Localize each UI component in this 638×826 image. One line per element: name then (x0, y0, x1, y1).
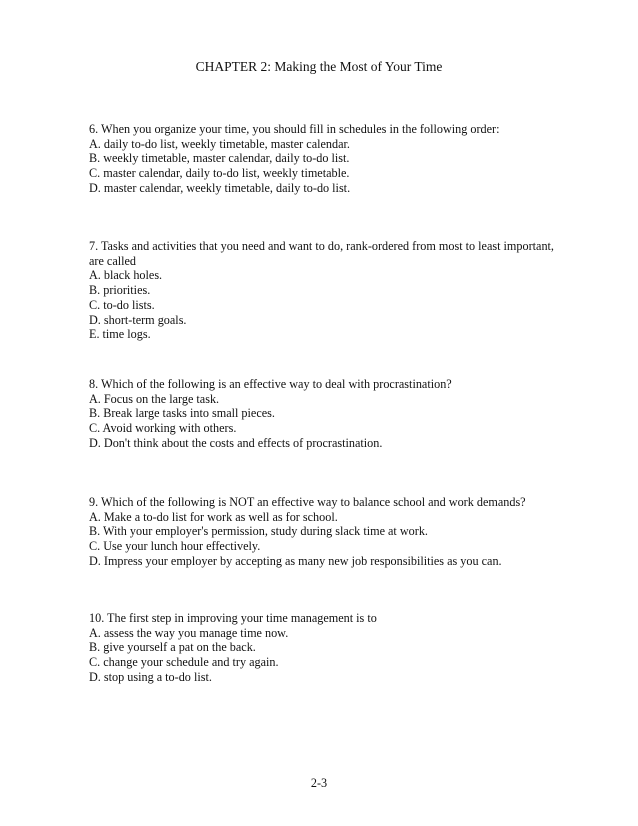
answer-option-d: D. Don't think about the costs and effects of procrastination. (89, 435, 383, 450)
question-8 (89, 377, 559, 451)
answer-option-e: E. time logs. (89, 327, 151, 342)
answer-option-d: D. stop using a to-do list. (89, 669, 212, 684)
question-7 (89, 239, 559, 342)
answer-option-d: D. short-term goals. (89, 312, 187, 327)
answer-option-b: B. priorities. (89, 283, 151, 298)
answer-option-c: C. Avoid working with others. (89, 421, 237, 436)
answer-option-d: D. Impress your employer by accepting as many new job responsibilities as you can. (89, 553, 502, 568)
answer-option-d: D. master calendar, weekly timetable, daily to-do list. (89, 180, 351, 195)
question-6 (89, 122, 559, 196)
answer-option-c: C. change your schedule and try again. (89, 655, 279, 670)
answer-option-a: A. Make a to-do list for work as well as for school. (89, 509, 338, 524)
answer-option-c: C. master calendar, daily to-do list, weekly timetable. (89, 166, 350, 181)
question-stem: 8. Which of the following is an effective way to deal with procrastination? (89, 377, 452, 391)
question-9 (89, 495, 559, 569)
answer-option-a: A. assess the way you manage time now. (89, 625, 289, 640)
answer-option-b: B. Break large tasks into small pieces. (89, 406, 275, 421)
page-number: 2-3 (310, 776, 328, 790)
answer-option-b: B. weekly timetable, master calendar, daily to-do list. (89, 151, 350, 166)
answer-option-b: B. give yourself a pat on the back. (89, 640, 256, 655)
answer-option-b: B. With your employer's permission, study during slack time at work. (89, 524, 428, 539)
answer-option-c: C. Use your lunch hour effectively. (89, 539, 261, 554)
answer-option-a: A. daily to-do list, weekly timetable, master calendar. (89, 136, 350, 151)
question-stem: 9. Which of the following is NOT an effective way to balance school and work demands? (89, 495, 526, 509)
question-stem: 6. When you organize your time, you should fill in schedules in the following order: (89, 122, 500, 136)
page-title: CHAPTER 2: Making the Most of Your Time (195, 59, 443, 74)
question-10 (89, 611, 559, 685)
question-stem: 10. The first step in improving your time management is to (89, 611, 377, 625)
question-stem: 7. Tasks and activities that you need and want to do, rank-ordered from most to least important, are called (89, 239, 554, 268)
answer-option-c: C. to-do lists. (89, 297, 155, 312)
answer-option-a: A. Focus on the large task. (89, 391, 220, 406)
answer-option-a: A. black holes. (89, 268, 163, 283)
